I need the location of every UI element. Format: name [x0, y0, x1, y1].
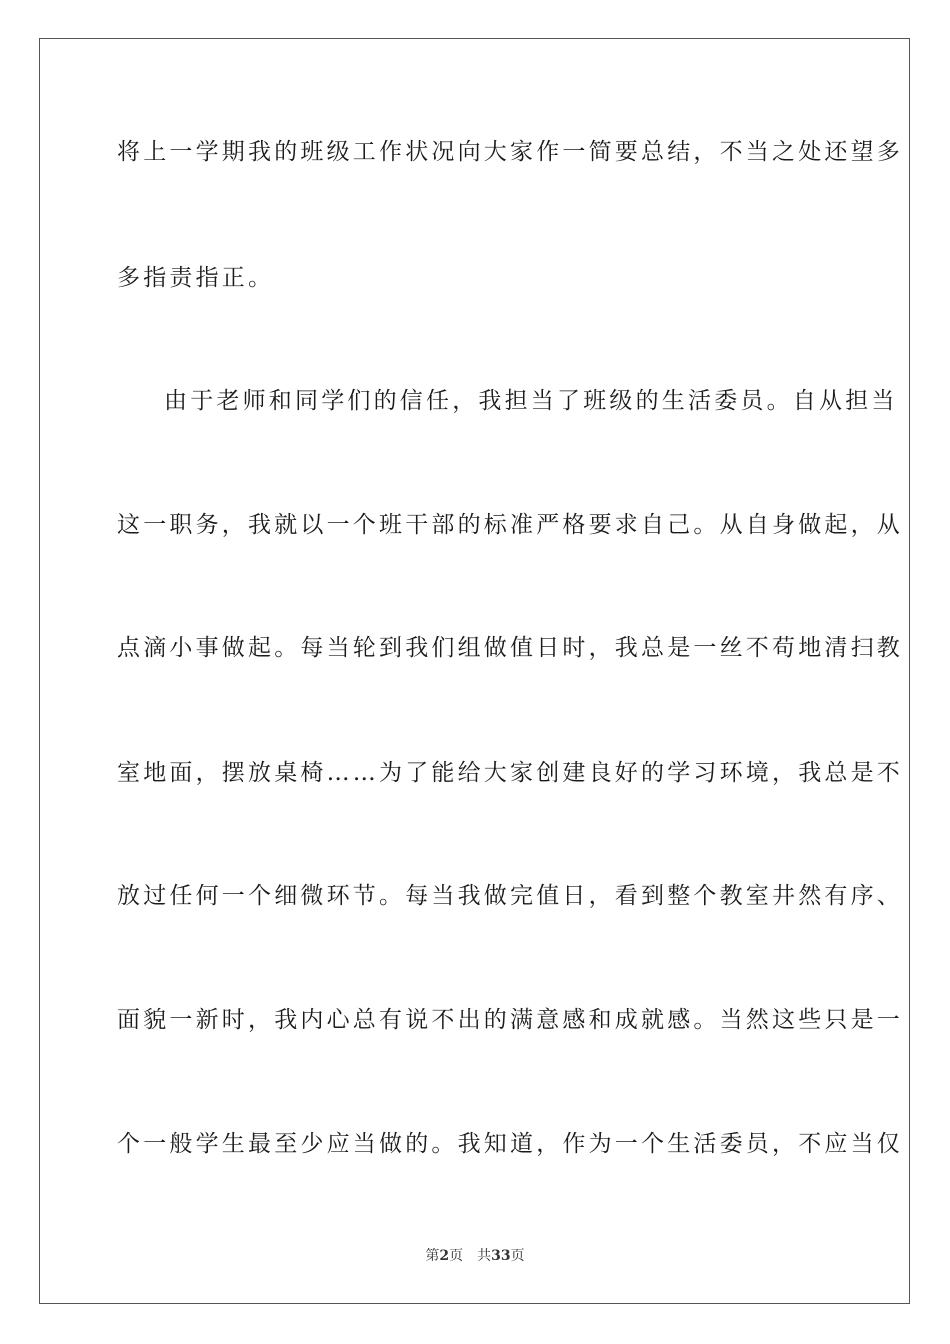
page-border: [39, 38, 910, 1304]
total-suffix: 页: [510, 1248, 525, 1264]
page-suffix: 页: [449, 1248, 464, 1264]
page-number: 2: [439, 1248, 450, 1264]
text-line-7: 放过任何一个细微环节。每当我做完值日，看到整个教室井然有序、: [117, 883, 903, 909]
text-line-4: 这一职务，我就以一个班干部的标准严格要求自己。从自身做起，从: [117, 512, 903, 538]
text-line-5: 点滴小事做起。每当轮到我们组做值日时，我总是一丝不苟地清扫教: [117, 635, 903, 661]
text-line-2: 多指责指正。: [117, 265, 275, 291]
page-footer: [0, 1247, 950, 1265]
text-line-8: 面貌一新时，我内心总有说不出的满意感和成就感。当然这些只是一: [117, 1007, 903, 1033]
text-line-9: 个一般学生最至少应当做的。我知道，作为一个生活委员，不应当仅: [117, 1131, 903, 1157]
text-line-3: 由于老师和同学们的信任，我担当了班级的生活委员。自从担当: [164, 388, 898, 414]
text-line-1: 将上一学期我的班级工作状况向大家作一简要总结，不当之处还望多: [117, 139, 903, 165]
text-line-6: 室地面，摆放桌椅……为了能给大家创建良好的学习环境，我总是不: [117, 760, 903, 786]
total-pages: 33: [491, 1248, 511, 1264]
page-prefix: 第: [425, 1248, 440, 1264]
total-prefix: 共: [477, 1248, 492, 1264]
